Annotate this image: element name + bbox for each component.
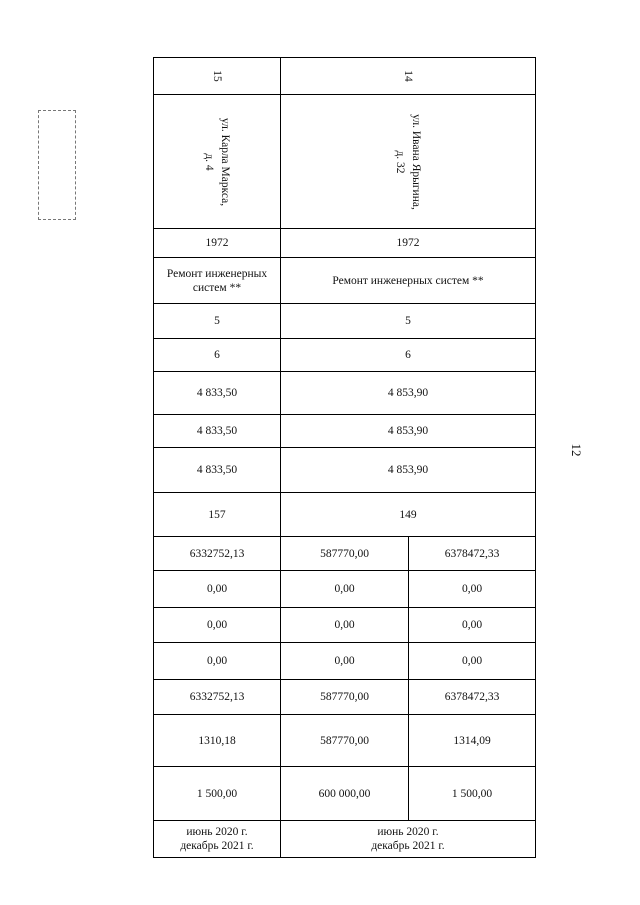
address-right: ул. Ивана Ярыгина, д. 32 xyxy=(281,95,536,229)
fund-2-c3: 0,00 xyxy=(409,608,536,643)
area-2-left: 4 833,50 xyxy=(154,415,281,448)
fund-1-c3: 0,00 xyxy=(409,571,536,608)
table-row-fund-3 xyxy=(154,643,536,680)
page-number-text: 12 xyxy=(569,443,584,457)
owners-funds-c3: 6378472,33 xyxy=(409,680,536,715)
entrances-left: 6 xyxy=(154,339,281,372)
table-row-area-1 xyxy=(154,372,536,415)
area-1-right: 4 853,90 xyxy=(281,372,536,415)
table-row-area-2 xyxy=(154,415,536,448)
year-left: 1972 xyxy=(154,229,281,258)
limit-cost-c2: 600 000,00 xyxy=(281,767,409,821)
table-row-unit-cost xyxy=(154,715,536,767)
area-3-left: 4 833,50 xyxy=(154,448,281,493)
entrances-right: 6 xyxy=(281,339,536,372)
table-row-owners-funds xyxy=(154,680,536,715)
table-row-work-type xyxy=(154,258,536,304)
table-row-fund-2 xyxy=(154,608,536,643)
page-number xyxy=(566,440,586,460)
address-left: ул. Карла Маркса, д. 4 xyxy=(154,95,281,229)
owners-funds-c1: 6332752,13 xyxy=(154,680,281,715)
fund-2-c2: 0,00 xyxy=(281,608,409,643)
table-row-fund-1 xyxy=(154,571,536,608)
unit-cost-c2: 587770,00 xyxy=(281,715,409,767)
year-right: 1972 xyxy=(281,229,536,258)
area-1-left: 4 833,50 xyxy=(154,372,281,415)
fund-1-c2: 0,00 xyxy=(281,571,409,608)
table-row-floors xyxy=(154,304,536,339)
period-left: июнь 2020 г. декабрь 2021 г. xyxy=(154,821,281,858)
fund-1-c1: 0,00 xyxy=(154,571,281,608)
table-row-area-3 xyxy=(154,448,536,493)
fund-2-c1: 0,00 xyxy=(154,608,281,643)
approval-stamp xyxy=(38,110,76,220)
repair-table xyxy=(153,57,536,858)
area-2-right: 4 853,90 xyxy=(281,415,536,448)
owners-funds-c2: 587770,00 xyxy=(281,680,409,715)
work-type-right: Ремонт инженерных систем ** xyxy=(281,258,536,304)
cost-total-c3: 6378472,33 xyxy=(409,537,536,571)
table-row-cost-total xyxy=(154,537,536,571)
fund-3-c3: 0,00 xyxy=(409,643,536,680)
table-row-column-numbers xyxy=(154,58,536,95)
period-right: июнь 2020 г. декабрь 2021 г. xyxy=(281,821,536,858)
cost-total-c1: 6332752,13 xyxy=(154,537,281,571)
column-number-right: 14 xyxy=(281,58,536,95)
residents-left: 157 xyxy=(154,493,281,537)
residents-right: 149 xyxy=(281,493,536,537)
floors-right: 5 xyxy=(281,304,536,339)
table-row-year xyxy=(154,229,536,258)
floors-left: 5 xyxy=(154,304,281,339)
table-row-entrances xyxy=(154,339,536,372)
table-row-address xyxy=(154,95,536,229)
limit-cost-c3: 1 500,00 xyxy=(409,767,536,821)
work-type-left: Ремонт инженерных систем ** xyxy=(154,258,281,304)
table-row-residents xyxy=(154,493,536,537)
unit-cost-c1: 1310,18 xyxy=(154,715,281,767)
table-row-limit-cost xyxy=(154,767,536,821)
area-3-right: 4 853,90 xyxy=(281,448,536,493)
column-number-left: 15 xyxy=(154,58,281,95)
table-row-period xyxy=(154,821,536,858)
fund-3-c2: 0,00 xyxy=(281,643,409,680)
limit-cost-c1: 1 500,00 xyxy=(154,767,281,821)
fund-3-c1: 0,00 xyxy=(154,643,281,680)
cost-total-c2: 587770,00 xyxy=(281,537,409,571)
unit-cost-c3: 1314,09 xyxy=(409,715,536,767)
